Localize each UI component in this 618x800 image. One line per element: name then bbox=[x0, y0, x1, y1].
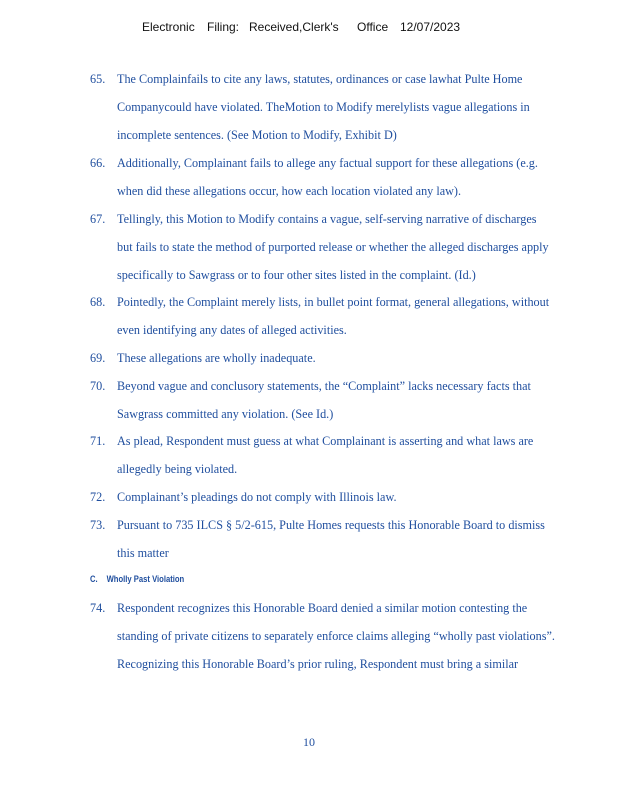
paragraph-line: even identifying any dates of alleged activities. bbox=[117, 323, 347, 337]
paragraph-number: 73. bbox=[90, 518, 106, 532]
paragraph-line: Respondent recognizes this Honorable Board denied a similar motion contesting the bbox=[117, 601, 528, 615]
paragraph-number: 69. bbox=[90, 351, 106, 365]
paragraph-line: this matter bbox=[117, 546, 169, 560]
paragraph-number: 72. bbox=[90, 490, 106, 504]
paragraph-number: 70. bbox=[90, 379, 106, 393]
paragraph-number: 65. bbox=[90, 72, 106, 86]
paragraph-line: Sawgrass committed any violation. (See Id.) bbox=[117, 407, 334, 421]
paragraph-number: 68. bbox=[90, 295, 106, 309]
paragraph-line: Additionally, Complainant fails to allege any factual support for these allegations (e.g. bbox=[117, 156, 538, 170]
header-date: 12/07/2023 bbox=[400, 20, 461, 34]
paragraph-line: The Complainfails to cite any laws, statutes, ordinances or case lawhat Pulte Home bbox=[117, 72, 523, 86]
paragraph-line: Companycould have violated. TheMotion to Modify merelylists vague allegations in bbox=[117, 100, 530, 114]
header-filing: Filing: bbox=[207, 20, 240, 34]
paragraph-line: Pursuant to 735 ILCS § 5/2-615, Pulte Homes requests this Honorable Board to dismiss bbox=[117, 518, 545, 532]
paragraph-line: As plead, Respondent must guess at what Complainant is asserting and what laws are bbox=[117, 434, 534, 448]
paragraph-line: when did these allegations occur, how each location violated any law). bbox=[117, 184, 462, 198]
header-electronic: Electronic bbox=[142, 20, 195, 34]
paragraph-line: Beyond vague and conclusory statements, the “Complaint” lacks necessary facts that bbox=[117, 379, 531, 393]
paragraph-line: specifically to Sawgrass or to four other sites listed in the complaint. (Id.) bbox=[117, 268, 476, 282]
section-heading bbox=[90, 574, 184, 584]
paragraph-line: Tellingly, this Motion to Modify contains a vague, self-serving narrative of discharges bbox=[117, 212, 537, 226]
paragraph-line: Recognizing this Honorable Board’s prior ruling, Respondent must bring a similar bbox=[117, 657, 519, 671]
paragraph-line: but fails to state the method of purported release or whether the alleged discharges apply bbox=[117, 240, 549, 254]
paragraph-number: 71. bbox=[90, 434, 106, 448]
section-title: Wholly Past Violation bbox=[106, 574, 185, 584]
header-received: Received,Clerk's bbox=[249, 20, 339, 34]
paragraph-line: These allegations are wholly inadequate. bbox=[117, 351, 316, 365]
paragraph-line: standing of private citizens to separately enforce claims alleging “wholly past violations”. bbox=[117, 629, 555, 643]
paragraph-line: incomplete sentences. (See Motion to Modify, Exhibit D) bbox=[117, 128, 397, 142]
paragraph-number: 66. bbox=[90, 156, 106, 170]
paragraph-line: allegedly being violated. bbox=[117, 462, 238, 476]
paragraph-line: Complainant’s pleadings do not comply with Illinois law. bbox=[117, 490, 397, 504]
paragraph-number: 74. bbox=[90, 601, 106, 615]
paragraph-line: Pointedly, the Complaint merely lists, in bullet point format, general allegations, without bbox=[117, 295, 550, 309]
header-office: Office bbox=[357, 20, 389, 34]
paragraph-number: 67. bbox=[90, 212, 106, 226]
section-letter: C. bbox=[90, 574, 98, 584]
page-number: 10 bbox=[303, 735, 315, 749]
